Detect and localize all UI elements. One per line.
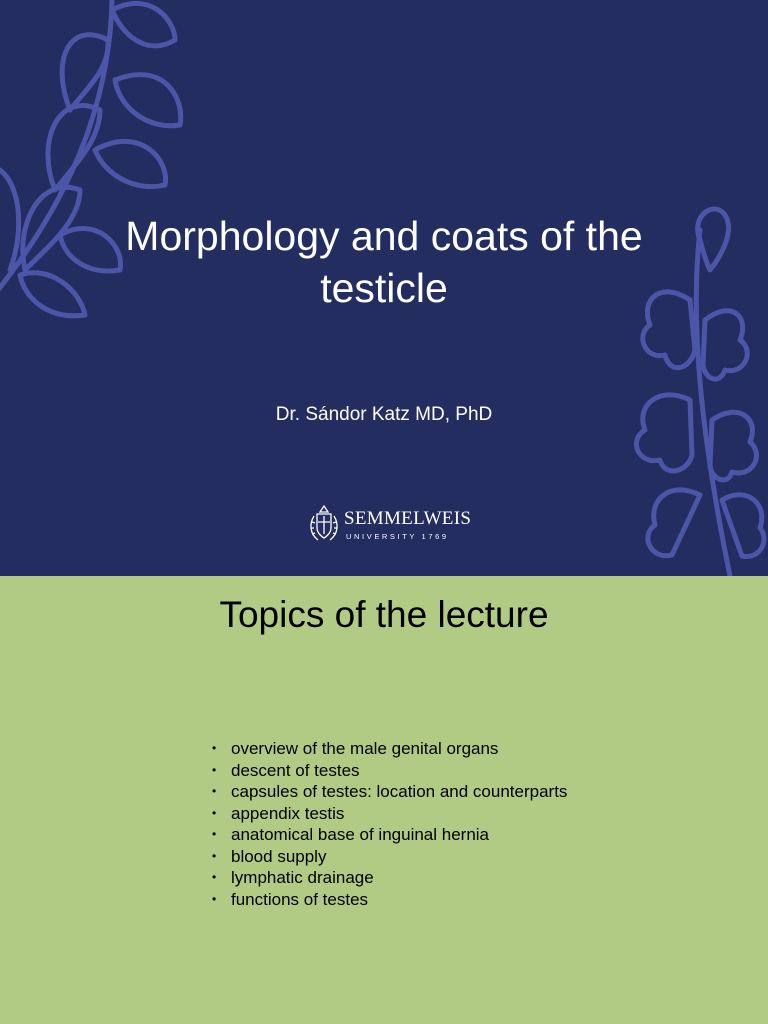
list-item: • lymphatic drainage <box>212 867 567 889</box>
list-item: • overview of the male genital organs <box>212 738 567 760</box>
list-item: • appendix testis <box>212 803 567 825</box>
list-item: • functions of testes <box>212 889 567 911</box>
list-item: • anatomical base of inguinal hernia <box>212 824 567 846</box>
presentation-title: Morphology and coats of the testicle <box>125 213 643 311</box>
logo-wordmark: SEMMELWEIS <box>344 508 472 529</box>
topics-slide <box>0 576 768 1024</box>
author-name: Dr. Sándor Katz MD, PhD <box>275 404 493 425</box>
list-item: • descent of testes <box>212 760 567 782</box>
list-item: • capsules of testes: location and counterparts <box>212 781 567 803</box>
university-seal-icon <box>306 502 342 546</box>
topics-list <box>212 738 567 910</box>
topics-title: Topics of the lecture <box>219 594 549 635</box>
logo-subtitle: UNIVERSITY 1769 <box>346 532 449 541</box>
university-logo <box>306 500 472 548</box>
list-item: • blood supply <box>212 846 567 868</box>
